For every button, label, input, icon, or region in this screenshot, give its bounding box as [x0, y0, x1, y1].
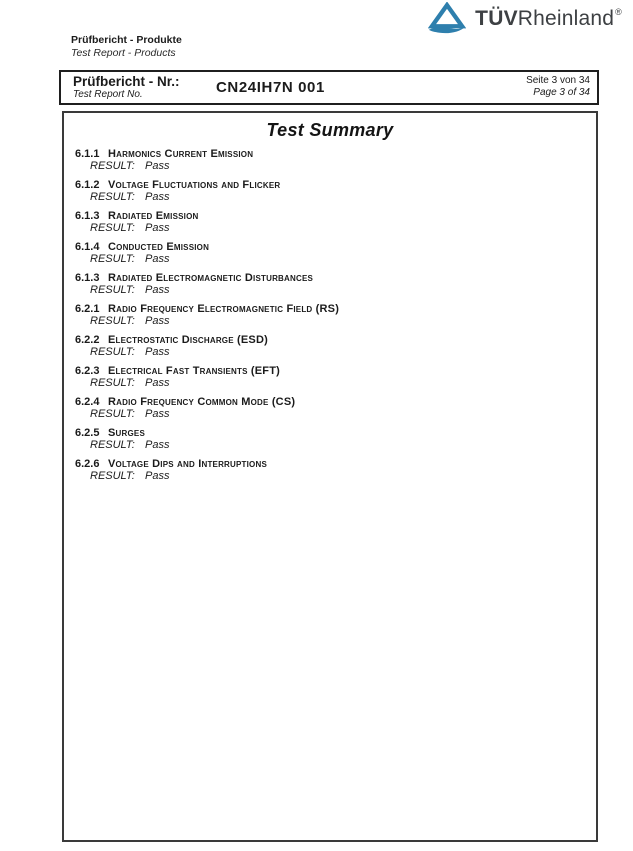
test-item-title: Radio Frequency Common Mode (CS) [108, 396, 296, 408]
test-item-number: 6.2.4 [75, 396, 100, 408]
page-title: Test Summary [266, 120, 394, 140]
test-item [75, 365, 596, 389]
test-item-result-row [75, 346, 596, 358]
test-item-result-row [75, 253, 596, 265]
test-item-result-row [75, 284, 596, 296]
result-value: Pass [145, 470, 170, 482]
test-item-number: 6.1.4 [75, 241, 100, 253]
result-value: Pass [145, 253, 170, 265]
test-item-heading [75, 365, 596, 377]
brand-wordmark [475, 7, 622, 31]
result-label: RESULT: [90, 253, 135, 265]
document-type-en: Test Report - Products [71, 47, 176, 59]
test-item-result-row [75, 222, 596, 234]
test-item-result-row [75, 160, 596, 172]
result-value: Pass [145, 315, 170, 327]
result-value: Pass [145, 222, 170, 234]
brand-rheinland: Rheinland [517, 6, 615, 30]
result-value: Pass [145, 408, 170, 420]
page-indicator-en: Page 3 of 34 [533, 87, 590, 98]
test-item [75, 210, 596, 234]
report-number-label-de: Prüfbericht - Nr.: [73, 74, 180, 89]
result-value: Pass [145, 160, 170, 172]
result-label: RESULT: [90, 160, 135, 172]
test-item-heading [75, 210, 596, 222]
test-item-number: 6.1.3 [75, 210, 100, 222]
test-item-heading [75, 272, 596, 284]
test-item-number: 6.1.3 [75, 272, 100, 284]
test-item-title: Radiated Electromagnetic Disturbances [108, 272, 314, 284]
result-value: Pass [145, 284, 170, 296]
test-item-title: Surges [108, 427, 145, 439]
test-item [75, 396, 596, 420]
result-label: RESULT: [90, 284, 135, 296]
test-item [75, 303, 596, 327]
result-label: RESULT: [90, 439, 135, 451]
result-value: Pass [145, 191, 170, 203]
test-item-title: Electrical Fast Transients (EFT) [108, 365, 280, 377]
test-item-result-row [75, 439, 596, 451]
result-label: RESULT: [90, 191, 135, 203]
test-item-result-row [75, 191, 596, 203]
test-item-number: 6.2.5 [75, 427, 100, 439]
report-number: CN24IH7N 001 [216, 79, 325, 96]
test-item [75, 272, 596, 296]
report-header-box [59, 70, 599, 105]
tuv-triangle-swoosh-icon [428, 2, 466, 35]
test-item-result-row [75, 377, 596, 389]
result-label: RESULT: [90, 315, 135, 327]
page-indicator [526, 75, 590, 99]
test-item-number: 6.1.1 [75, 148, 100, 160]
test-item-title: Voltage Dips and Interruptions [108, 458, 267, 470]
test-item-title: Electrostatic Discharge (ESD) [108, 334, 268, 346]
page-indicator-de: Seite 3 von 34 [526, 75, 590, 86]
test-item-heading [75, 458, 596, 470]
test-item-title: Conducted Emission [108, 241, 210, 253]
test-item-number: 6.2.2 [75, 334, 100, 346]
test-item-heading [75, 303, 596, 315]
test-item [75, 458, 596, 482]
tuv-rheinland-logo [428, 2, 622, 35]
result-label: RESULT: [90, 346, 135, 358]
report-number-label-en: Test Report No. [73, 89, 143, 100]
test-item-heading [75, 148, 596, 160]
result-value: Pass [145, 439, 170, 451]
result-label: RESULT: [90, 408, 135, 420]
test-item-title: Radiated Emission [108, 210, 199, 222]
test-item-list [64, 147, 596, 482]
result-label: RESULT: [90, 470, 135, 482]
test-item-result-row [75, 315, 596, 327]
test-item [75, 334, 596, 358]
test-item-title: Radio Frequency Electromagnetic Field (RS) [108, 303, 340, 315]
test-item [75, 427, 596, 451]
test-summary-box [62, 111, 598, 842]
report-number-label [73, 74, 180, 101]
test-item-heading [75, 427, 596, 439]
document-type-label [71, 34, 182, 60]
brand-tuv: TÜV [475, 6, 518, 30]
test-item-number: 6.2.1 [75, 303, 100, 315]
result-label: RESULT: [90, 222, 135, 234]
test-item [75, 179, 596, 203]
test-item-heading [75, 241, 596, 253]
test-item-number: 6.1.2 [75, 179, 100, 191]
result-label: RESULT: [90, 377, 135, 389]
document-type-de: Prüfbericht - Produkte [71, 34, 182, 46]
test-item [75, 241, 596, 265]
test-item-heading [75, 396, 596, 408]
test-item-number: 6.2.6 [75, 458, 100, 470]
test-item-result-row [75, 408, 596, 420]
registered-trademark-symbol: ® [615, 6, 622, 17]
result-value: Pass [145, 377, 170, 389]
test-item-title: Voltage Fluctuations and Flicker [108, 179, 281, 191]
test-item-heading [75, 334, 596, 346]
test-item-result-row [75, 470, 596, 482]
test-item [75, 148, 596, 172]
test-item-number: 6.2.3 [75, 365, 100, 377]
test-item-title: Harmonics Current Emission [108, 148, 254, 160]
result-value: Pass [145, 346, 170, 358]
test-item-heading [75, 179, 596, 191]
